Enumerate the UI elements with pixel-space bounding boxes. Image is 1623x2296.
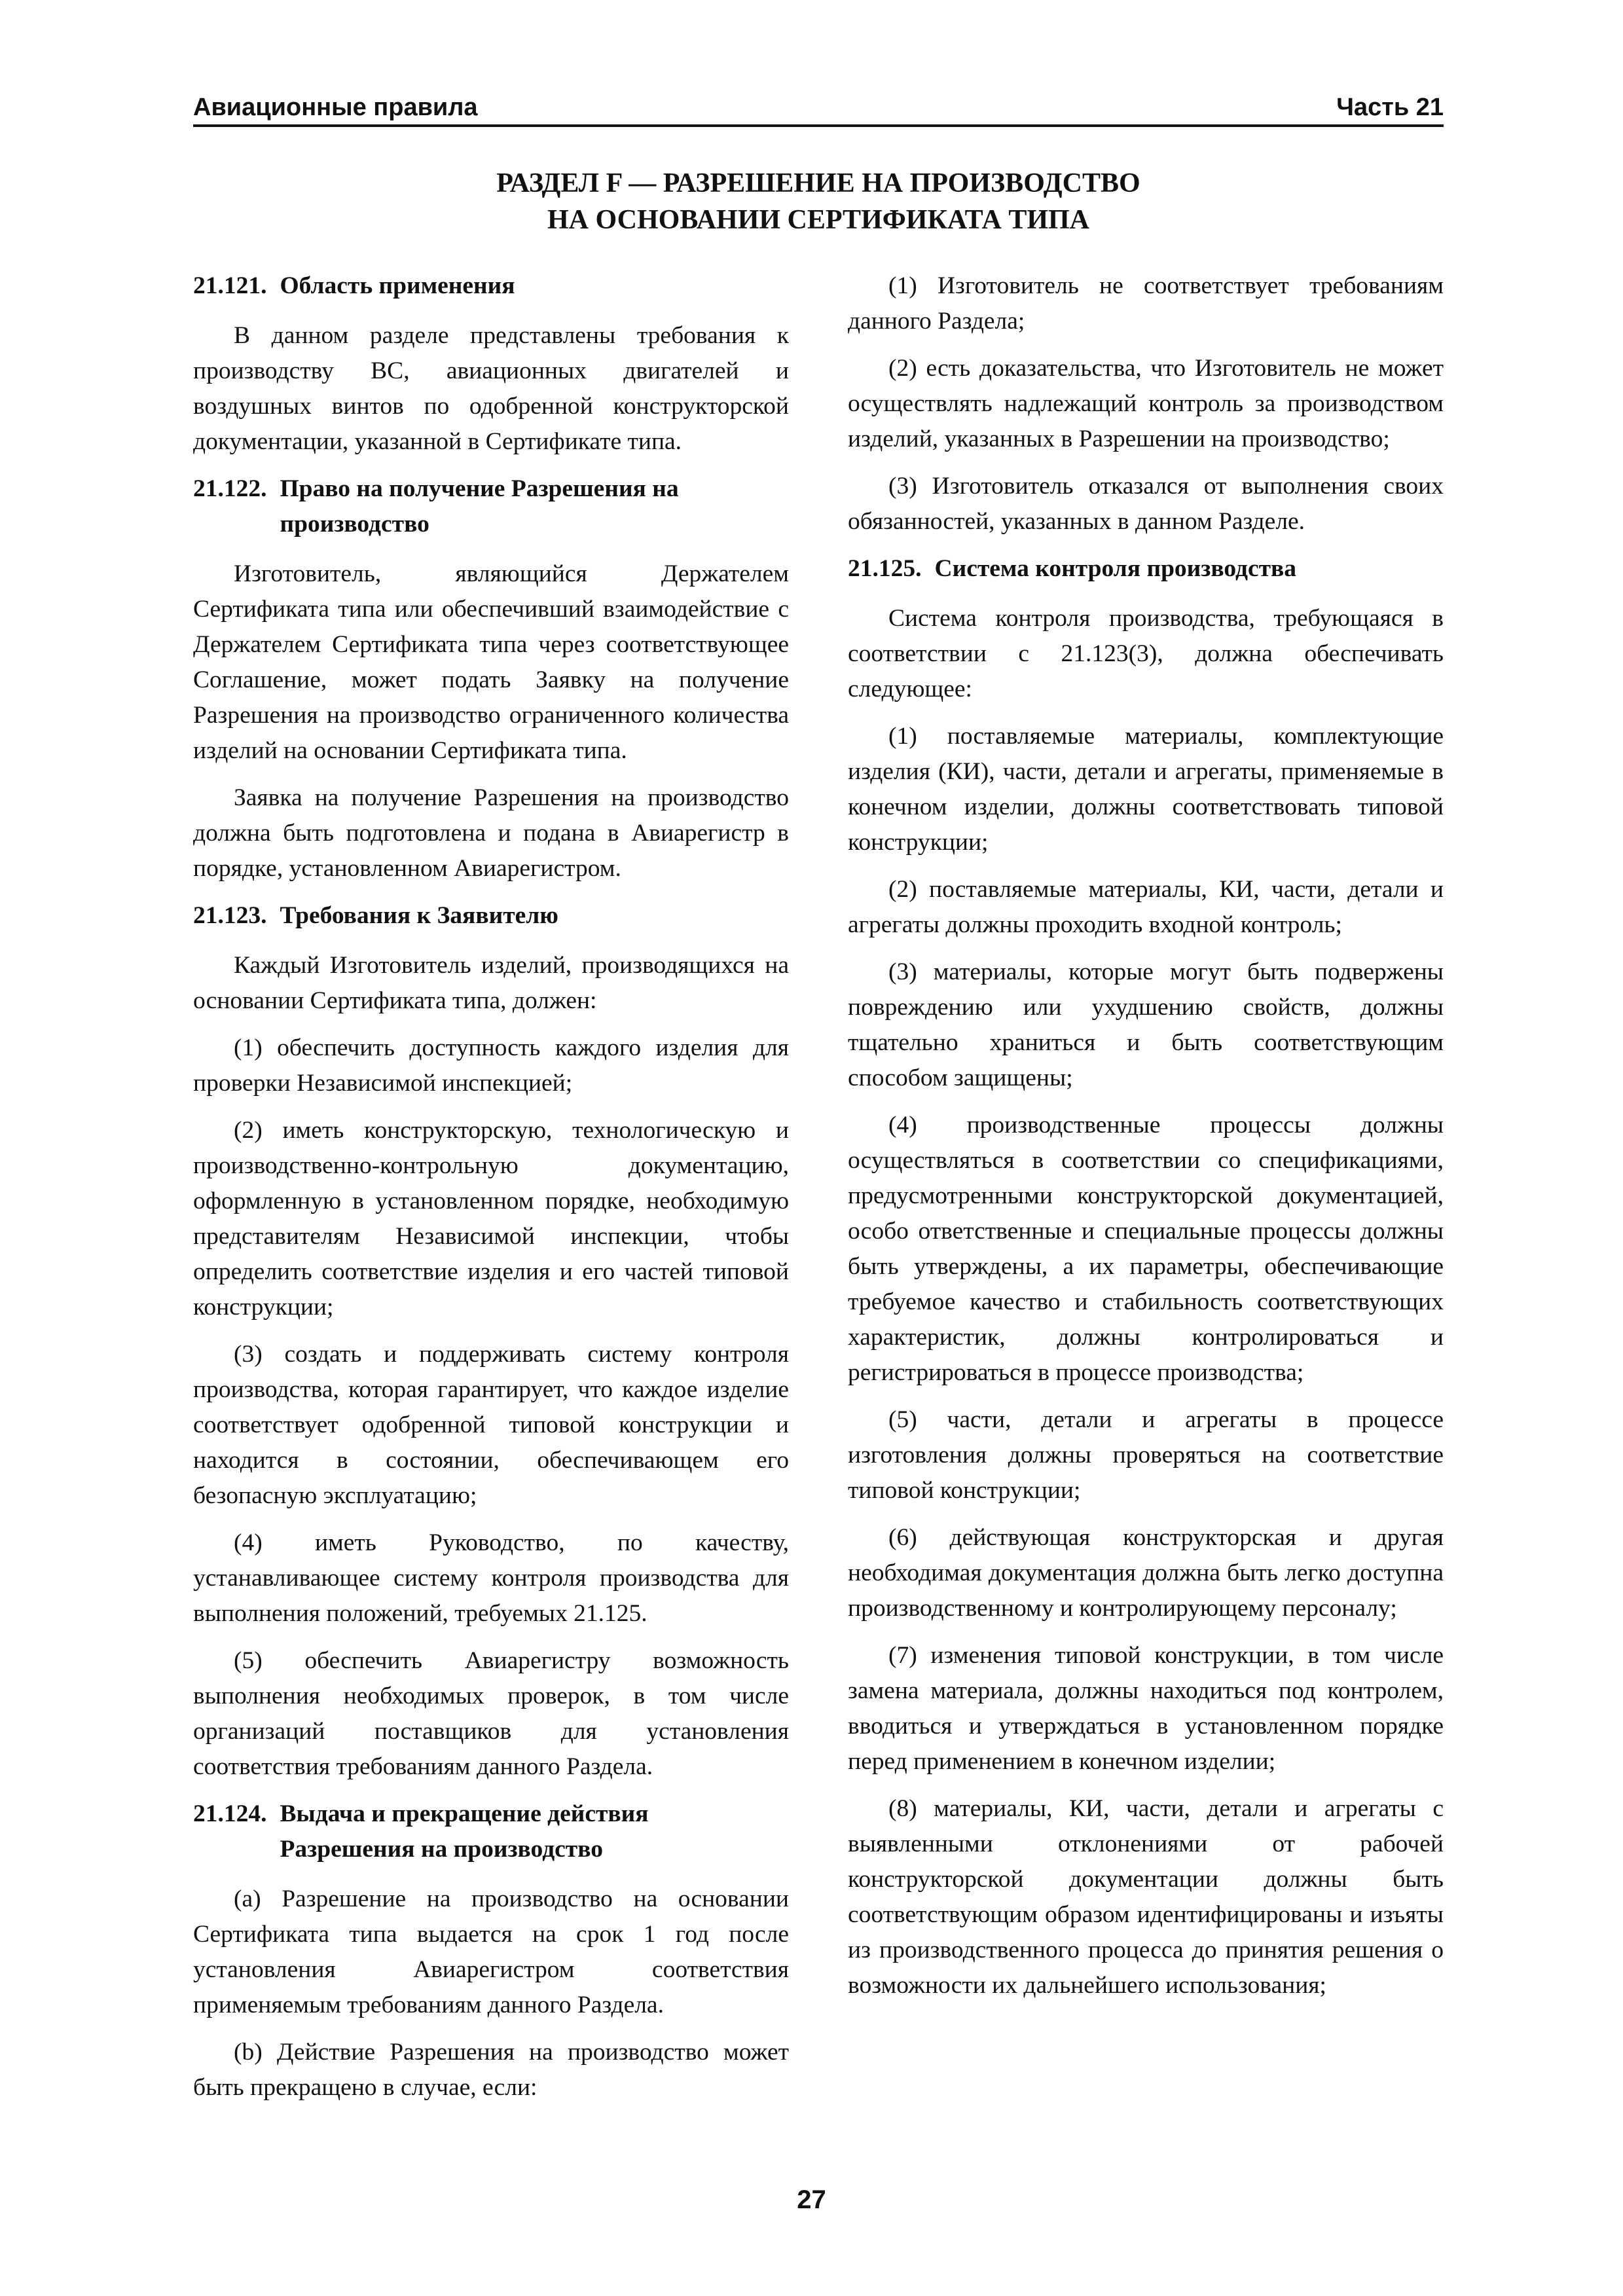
left-column <box>193 268 789 2117</box>
paragraph: В данном разделе представлены требования к производству ВС, авиационных двигателей и воздушных винтов по одобренной конструкторской документации, указанной в Сертификате типа. <box>193 322 789 455</box>
list-item: (6) действующая конструкторская и другая необходимая документация должна быть легко доступна производственному и контролирующему персоналу; <box>848 1524 1444 1622</box>
section-title <box>193 165 1444 238</box>
list-item: (5) части, детали и агрегаты в процессе изготовления должны проверяться на соответствие типовой конструкции; <box>848 1406 1444 1504</box>
header-part-label: Часть 21 <box>1336 94 1444 121</box>
list-item: (4) производственные процессы должны осуществляться в соответствии со спецификациями, предусмотренными конструкторской документацией, особо ответственные и специальные процессы должны быть утверждены, а их параметры, обеспечивающие требуемое качество и стабильность соответствующих характеристик, должны контролироваться и регистрироваться в процессе производства; <box>848 1112 1444 1386</box>
list-item: (3) Изготовитель отказался от выполнения своих обязанностей, указанных в данном Разделе. <box>848 473 1444 535</box>
heading-text: Область применения <box>280 272 515 299</box>
heading-text: Выдача и прекращение действия Разрешения на производство <box>280 1800 649 1863</box>
list-item: (1) поставляемые материалы, комплектующие изделия (КИ), части, детали и агрегаты, применяемые в конечном изделии, должны соответствовать типовой конструкции; <box>848 723 1444 856</box>
paragraph: Изготовитель, являющийся Держателем Сертификата типа или обеспечивший взаимодействие с Держателем Сертификата типа через соответствующее Соглашение, может подать Заявку на получение Разрешения на производство ограниченного количества изделий на основании Сертификата типа. <box>193 560 789 764</box>
heading-text: Требования к Заявителю <box>280 902 558 929</box>
list-item: (a) Разрешение на производство на основании Сертификата типа выдается на срок 1 год после установления Авиарегистром соответствия применяемым требованиям данного Раздела. <box>193 1886 789 2018</box>
heading-number: 21.124. <box>193 1800 267 1827</box>
list-item: (8) материалы, КИ, части, детали и агрегаты с выявленными отклонениями от рабочей конструкторской документации должны быть соответствующим образом идентифицированы и изъяты из производственного процесса до принятия решения о возможности их дальнейшего использования; <box>848 1795 1444 1999</box>
list-item: (2) иметь конструкторскую, технологическую и производственно-контрольную документацию, оформленную в установленном порядке, необходимую представителям Независимой инспекции, чтобы определить соответствие изделия и его частей типовой конструкции; <box>193 1117 789 1321</box>
heading-number: 21.123. <box>193 902 267 929</box>
heading-21-125 <box>848 551 1444 587</box>
paragraph: Система контроля производства, требующаяся в соответствии с 21.123(3), должна обеспечивать следующее: <box>848 605 1444 702</box>
list-item: (1) обеспечить доступность каждого изделия для проверки Независимой инспекцией; <box>193 1034 789 1097</box>
paragraph: Каждый Изготовитель изделий, производящихся на основании Сертификата типа, должен: <box>193 952 789 1014</box>
heading-21-122 <box>193 471 789 542</box>
list-item: (3) материалы, которые могут быть подвержены повреждению или ухудшению свойств, должны тщательно храниться и быть соответствующим способом защищены; <box>848 958 1444 1091</box>
list-item: (b) Действие Разрешения на производство может быть прекращено в случае, если: <box>193 2039 789 2101</box>
section-title-line-1: РАЗДЕЛ F — РАЗРЕШЕНИЕ НА ПРОИЗВОДСТВО <box>496 168 1140 198</box>
running-header <box>193 90 1444 127</box>
list-item: (2) есть доказательства, что Изготовитель не может осуществлять надлежащий контроль за производством изделий, указанных в Разрешении на производство; <box>848 355 1444 452</box>
heading-number: 21.125. <box>848 555 922 582</box>
list-item: (7) изменения типовой конструкции, в том числе замена материала, должны находиться под контролем, вводиться и утверждаться в установленном порядке перед применением в конечном изделии; <box>848 1642 1444 1775</box>
page-number: 27 <box>797 2185 826 2214</box>
list-item: (4) иметь Руководство, по качеству, устанавливающее систему контроля производства для выполнения положений, требуемых 21.125. <box>193 1529 789 1627</box>
list-item: (5) обеспечить Авиарегистру возможность выполнения необходимых проверок, в том числе организаций поставщиков для установления соответствия требованиям данного Раздела. <box>193 1647 789 1780</box>
list-item: (2) поставляемые материалы, КИ, части, детали и агрегаты должны проходить входной контроль; <box>848 876 1444 938</box>
heading-text: Право на получение Разрешения на производство <box>280 475 679 538</box>
heading-21-124 <box>193 1796 789 1867</box>
section-title-line-2: НА ОСНОВАНИИ СЕРТИФИКАТА ТИПА <box>547 205 1090 235</box>
paragraph: Заявка на получение Разрешения на производство должна быть подготовлена и подана в Авиарегистр в порядке, установленном Авиарегистром. <box>193 784 789 882</box>
right-column <box>848 268 1444 2015</box>
list-item: (1) Изготовитель не соответствует требованиям данного Раздела; <box>848 272 1444 335</box>
heading-number: 21.122. <box>193 475 267 502</box>
heading-21-123 <box>193 898 789 934</box>
heading-text: Система контроля производства <box>934 555 1297 582</box>
header-document-title: Авиационные правила <box>193 94 478 121</box>
heading-number: 21.121. <box>193 272 267 299</box>
list-item: (3) создать и поддерживать систему контроля производства, которая гарантирует, что каждое изделие соответствует одобренной типовой конструкции и находится в состоянии, обеспечивающем его безопасную эксплуатацию; <box>193 1341 789 1509</box>
heading-21-121 <box>193 268 789 304</box>
